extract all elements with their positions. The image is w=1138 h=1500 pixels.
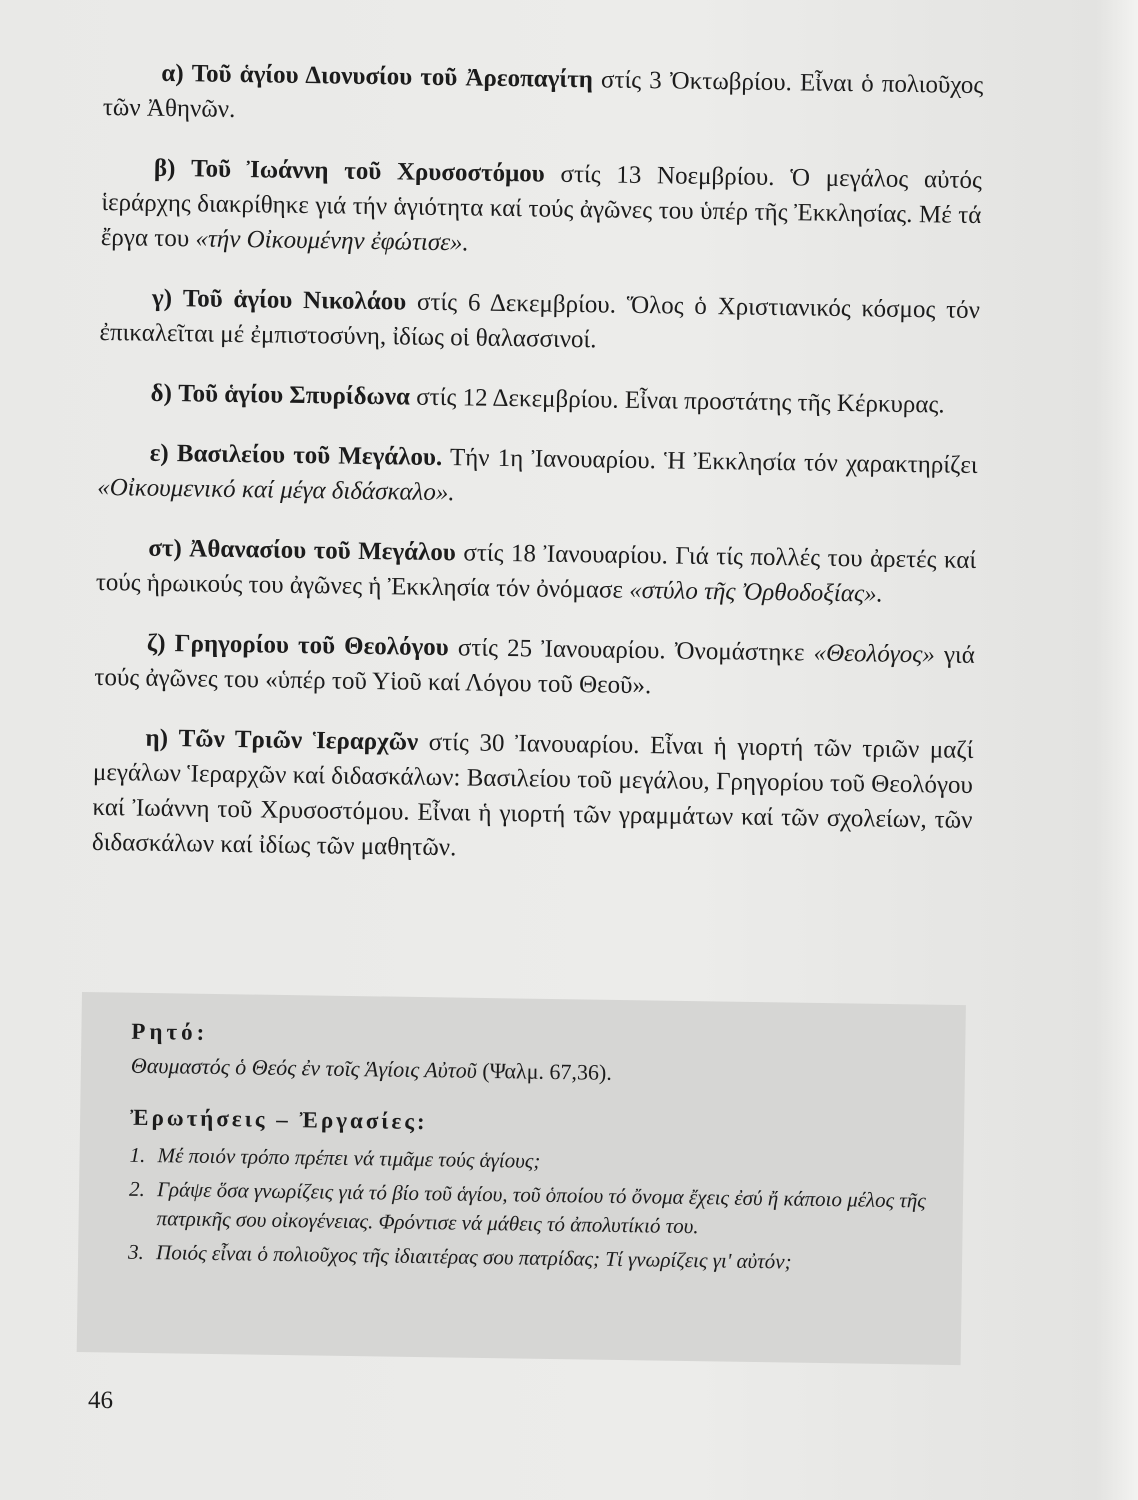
question-item: 3. Ποιός εἶναι ὁ πολιοῦχος τῆς ἰδιαιτέρας σου πατρίδας; Τί γνωρίζεις γι' αὐτόν; [127,1239,792,1274]
questions-heading: Ἐρωτήσεις – Ἐργασίες: [129,1104,428,1135]
feast-entry: δ) Τοῦ ἁγίου Σπυρίδωνα στίς 12 Δεκεμβρίου. Εἶναι προστάτης τῆς Κέρκυρας. [150,379,945,419]
rhto-heading: Ρητό: [131,1018,209,1045]
rhto-text: Θαυμαστός ὁ Θεός ἐν τοῖς Ἁγίοις Αὐτοῦ (Ψαλμ. 67,36). [130,1052,613,1085]
feast-entry: στ) Ἀθανασίου τοῦ Μεγάλου στίς 18 Ἰανουαρίου. Γιά τίς πολλές του ἀρετές καί τούς ἡρωικούς του ἀγῶνες ἡ Ἐκκλησία τόν ὀνόμασε «στύλο τῆς Ὀρθοδοξίας». [95,534,977,608]
question-item: 2. Γράψε ὅσα γνωρίζεις γιά τό βίο τοῦ ἁγίου, τοῦ ὁποίου τό ὄνομα ἔχεις ἐσύ ἤ κάποιο μέλος τῆς πατρικῆς σου οἰκογένειας. Φρόντισε νά μάθεις τό ἀπολυτίκιό του. [128,1176,926,1239]
questions-list [128,1141,930,1279]
feast-entry: β) Τοῦ Ἰωάννη τοῦ Χρυσοστόμου στίς 13 Νοεμβρίου. Ὁ μεγάλος αὐτός ἱεράρχης διακρίθηκε γιά τήν ἁγιότητα καί τούς ἀγῶνες του ὑπέρ τῆς Ἐκκλησίας. Μέ τά ἔργα του «τήν Οἰκουμένην ἐφώτισε». [100,154,983,257]
question-item: 1. Μέ ποιόν τρόπο πρέπει νά τιμᾶμε τούς ἁγίους; [129,1142,541,1173]
feast-entry: α) Τοῦ ἁγίου Διονυσίου τοῦ Ἀρεοπαγίτη στίς 3 Ὀκτωβρίου. Εἶναι ὁ πολιοῦχος τῶν Ἀθηνῶν. [102,59,984,123]
exercise-box [77,992,966,1365]
feast-entry: ζ) Γρηγορίου τοῦ Θεολόγου στίς 25 Ἰανουαρίου. Ὀνομάστηκε «Θεολόγος» γιά τούς ἀγῶνες του «ὑπέρ τοῦ Υἱοῦ καί Λόγου τοῦ Θεοῦ». [94,629,976,700]
feast-list [91,30,984,893]
page-number: 46 [88,1387,113,1414]
feast-entry: γ) Τοῦ ἁγίου Νικολάου στίς 6 Δεκεμβρίου. Ὅλος ὁ Χριστιανικός κόσμος τόν ἐπικαλεῖται μέ ἐμπιστοσύνη, ἰδίως οἱ θαλασσινοί. [99,284,981,354]
feast-entry: ε) Βασιλείου τοῦ Μεγάλου. Τήν 1η Ἰανουαρίου. Ἡ Ἐκκλησία τόν χαρακτηρίζει «Οἰκουμενικό καί μέγα διδάσκαλο». [97,439,978,507]
feast-entry: η) Τῶν Τριῶν Ἱεραρχῶν στίς 30 Ἰανουαρίου. Εἶναι ἡ γιορτή τῶν τριῶν μαζί μεγάλων Ἱεραρχῶν καί διδασκάλων: Βασιλείου τοῦ μεγάλου, Γρηγορίου τοῦ Θεολόγου καί Ἰωάννη τοῦ Χρυσοστόμου. Εἶναι ἡ γιορτή τῶν γραμμάτων καί τῶν σχολείων, τῶν διδασκάλων καί ἰδίως τῶν μαθητῶν. [91,724,974,862]
